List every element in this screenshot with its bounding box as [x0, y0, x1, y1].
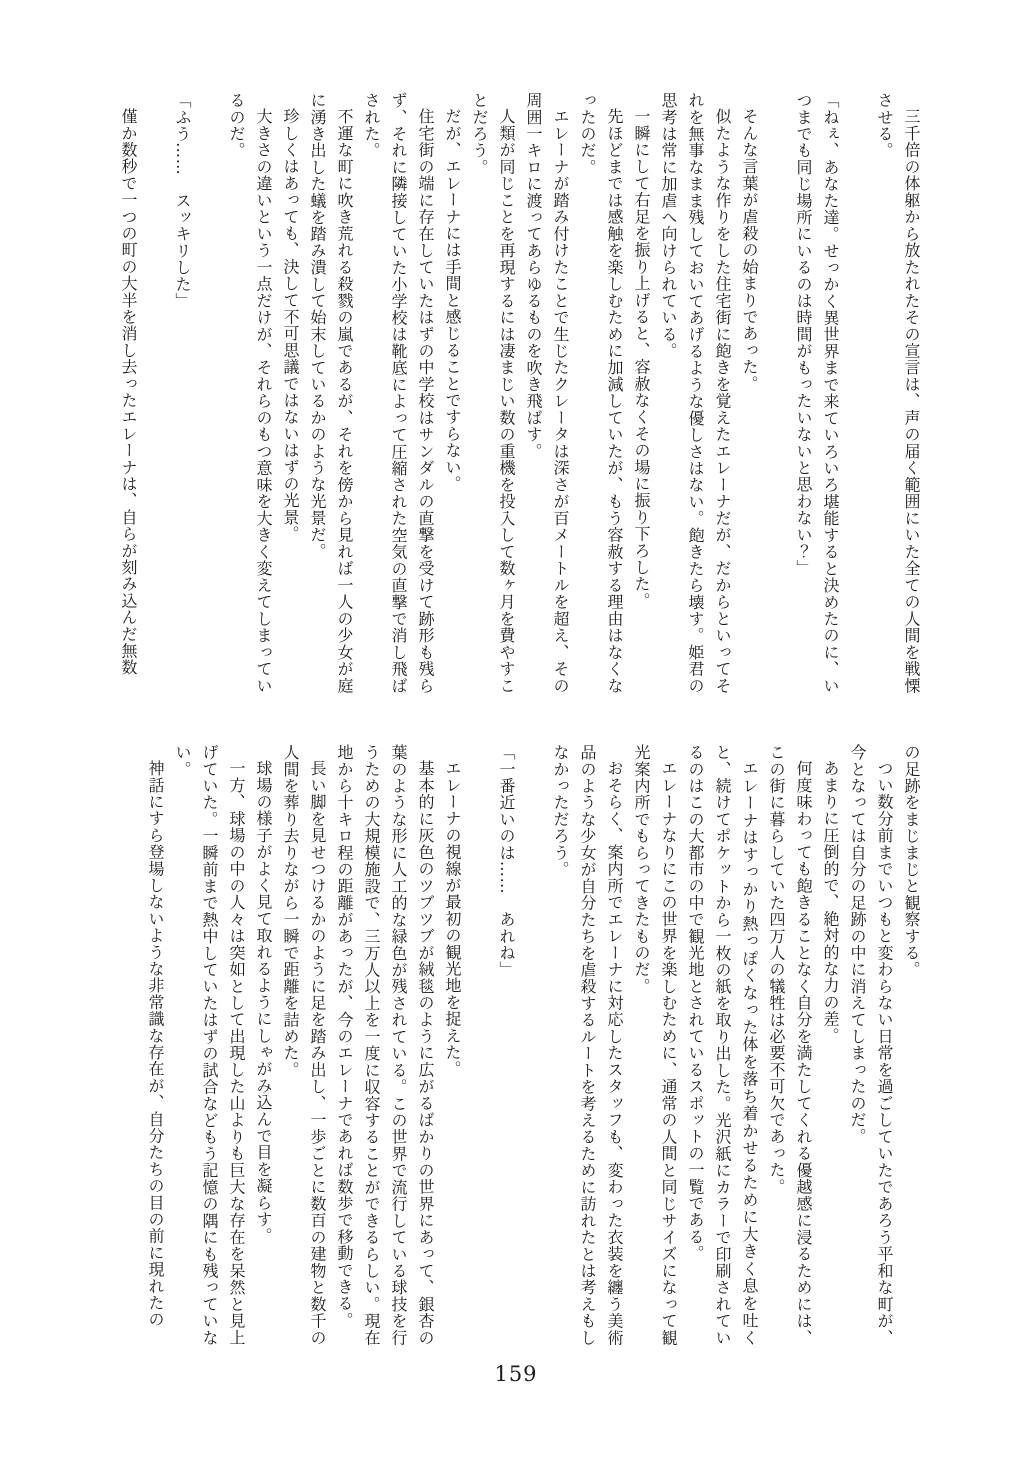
paragraph-continuation: の足跡をまじまじと観察する。 [902, 744, 921, 978]
paragraph-normal: つい数分前までいつもと変わらない日常を過ごしていたであろう平和な町が、今となっては自分の足跡の中に消えてしまったのだ。 [848, 744, 894, 1346]
paragraph-normal: 神話にすら登場しないような非常識な存在が、自分たちの目の前に現れたの [146, 760, 165, 1328]
paragraph-normal: 先ほどまでは感触を楽しむために加減していたが、もう容赦する理由はなくなったのだ。 [578, 92, 624, 694]
paragraph-normal: 住宅街の端に存在していたはずの中学校はサンダルの直撃を受けて跡形も残らず、それに隣接していた小学校は靴底によって圧縮された空気の直撃で消し飛ばされた。 [362, 92, 435, 694]
paragraph-normal: 不運な町に吹き荒れる殺戮の嵐であるが、それを傍から見れば一人の少女が庭に湧き出した蟻を踏み潰して始末しているかのような光景だ。 [308, 92, 354, 694]
paragraph-normal: 何度味わっても飽きることなく自分を満たしてくれる優越感に浸るためには、この街に暮らしていた四万人の犠牲は必要不可欠であった。 [767, 744, 813, 1346]
paragraph-normal: 人類が同じことを再現するには凄まじい数の重機を投入して数ヶ月を費やすことだろう。 [470, 92, 516, 694]
paragraph-normal: エレーナの視線が最初の観光地を捉えた。 [443, 760, 462, 1078]
upper-text-block [107, 92, 925, 694]
paragraph-normal: 一方、球場の中の人々は突如として出現した山よりも巨大な存在を呆然と見上げていた。一瞬前まで熱中していたはずの試合などもう記憶の隅にも残っていない。 [173, 744, 246, 1346]
paragraph-normal: おそらく、案内所でエレーナに対応したスタッフも、変わった衣装を纏う美術品のような少女が自分たちを虐殺するルートを考えるために訪れたとは考えもしなかっただろう。 [551, 744, 624, 1346]
paragraph-normal: 長い脚を見せつけるかのように足を踏み出し、一歩ごとに数百の建物と数千の人間を葬り去りながら一瞬で距離を詰めた。 [281, 744, 327, 1346]
paragraph-normal: だが、エレーナには手間と感じることですらない。 [443, 108, 462, 493]
paragraph-normal: エレーナはすっかり熱っぽくなった体を落ち着かせるために大きく息を吐くと、続けてポケットから一枚の紙を取り出した。光沢紙にカラーで印刷されているのはこの大都市の中で観光地とされているスポットの一覧である。 [686, 744, 759, 1346]
paragraph-normal: 珍しくはあっても、決して不可思議ではないはずの光景。 [281, 108, 300, 543]
paragraph-normal: そんな言葉が虐殺の始まりであった。 [740, 108, 759, 392]
page-number: 159 [494, 1362, 538, 1386]
paragraph-dialogue: 「ねぇ、あなた達。せっかく異世界まで来ていろいろ堪能すると決めたのに、いつまでも同じ場所にいるのは時間がもったいないと思わない？」 [794, 92, 840, 694]
lower-text-block [107, 744, 925, 1346]
paragraph-normal: 三千倍の体躯から放たれたその宣言は、声の届く範囲にいた全ての人間を戦慄させる。 [875, 92, 921, 694]
paragraph-dialogue: 「一番近いのは…… あれね」 [497, 744, 516, 978]
paragraph-normal: 一瞬にして右足を振り上げると、容赦なくその場に振り下ろした。 [632, 108, 651, 609]
paragraph-normal: エレーナなりにこの世界を楽しむために、通常の人間と同じサイズになって観光案内所でもらってきたものだ。 [632, 744, 678, 1346]
paragraph-normal: 基本的に灰色のツブツブが絨毯のように広がるばかりの世界にあって、銀杏の葉のような形に人工的な緑色が残されている。この世界で流行している球技を行うための大規模施設で、三万人以上を一度に収容することができるらしい。現在地から十キロ程の距離があったが、今のエレーナであれば数歩で移動できる。 [335, 744, 435, 1346]
paragraph-normal: 似たような作りをした住宅街に飽きを覚えたエレーナだが、だからといってそれを無事なまま残しておいてあげるような優しさはない。飽きたら壊す。姫君の思考は常に加虐へ向けられている。 [659, 92, 732, 694]
paragraph-normal: あまりに圧倒的で、絶対的な力の差。 [821, 760, 840, 1044]
paragraph-normal: 僅か数秒で一つの町の大半を消し去ったエレーナは、自らが刻み込んだ無数 [119, 108, 138, 676]
paragraph-normal: 大きさの違いという一点だけが、それらのもつ意味を大きく変えてしまっているのだ。 [227, 92, 273, 694]
paragraph-normal: エレーナが踏み付けたことで生じたクレータは深さが百メートルを超え、その周囲一キロに渡ってあらゆるものを吹き飛ばす。 [524, 92, 570, 694]
paragraph-dialogue: 「ふう…… スッキリした」 [173, 92, 192, 310]
paragraph-normal: 球場の様子がよく見て取れるようにしゃがみ込んで目を凝らす。 [254, 760, 273, 1245]
